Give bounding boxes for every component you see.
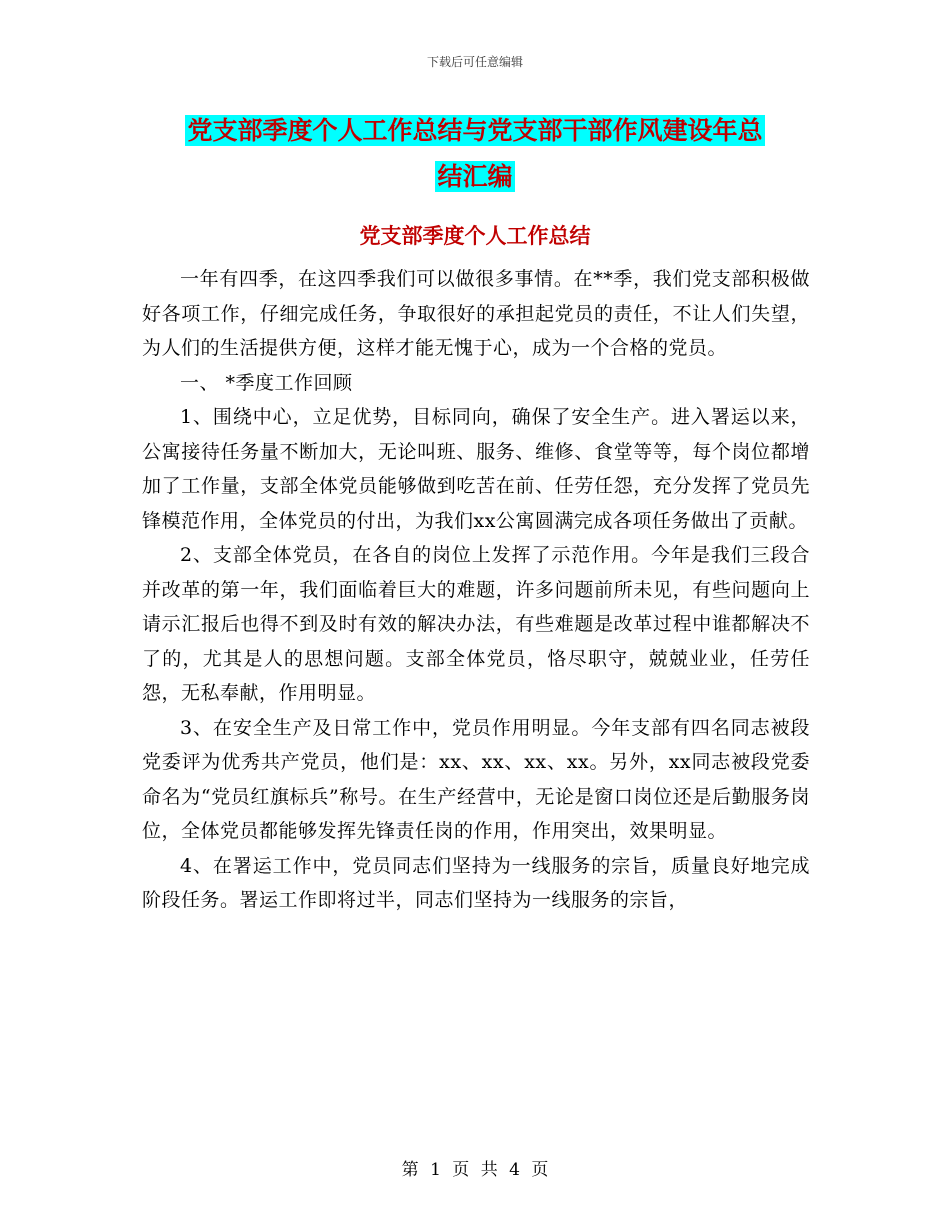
document-title-line-2: 结汇编 [437,162,513,191]
paragraph-heading-review: 一、 *季度工作回顾 [180,371,353,394]
paragraph-item-1: 1、围绕中心，立足优势，目标同向，确保了安全生产。进入署运以来，公寓接待任务量不断加大，无论叫班、服务、维修、食堂等等，每个岗位都增加了工作量，支部全体党员能够做到吃苦在前、任劳任怨，充分发挥了党员先锋模范作用，全体党员的付出，为我们xx公寓圆满完成各项任务做出了贡献。 [142,406,810,532]
page-footer: 第 1 页 共 4 页 [401,1160,549,1180]
document-body [142,262,810,918]
document-title-line-1: 党支部季度个人工作总结与党支部干部作风建设年总 [187,116,763,145]
document-title [140,108,810,200]
header-note: 下载后可任意编辑 [426,55,523,69]
paragraph-item-2: 2、支部全体党员，在各自的岗位上发挥了示范作用。今年是我们三段合并改革的第一年，我们面临着巨大的难题，许多问题前所未见，有些问题向上请示汇报后也得不到及时有效的解决办法，有些难题是改革过程中谁都解决不了的，尤其是人的思想问题。支部全体党员，恪尽职守，兢兢业业，任劳任怨，无私奉献，作用明显。 [142,544,810,704]
section-title: 党支部季度个人工作总结 [359,224,591,248]
paragraph-intro: 一年有四季，在这四季我们可以做很多事情。在**季，我们党支部积极做好各项工作，仔细完成任务，争取很好的承担起党员的责任，不让人们失望，为人们的生活提供方便，这样才能无愧于心，成为一个合格的党员。 [142,268,810,359]
paragraph-item-3: 3、在安全生产及日常工作中，党员作用明显。今年支部有四名同志被段党委评为优秀共产党员，他们是：xx、xx、xx、xx。另外，xx同志被段党委命名为“党员红旗标兵”称号。在生产经营中，无论是窗口岗位还是后勤服务岗位，全体党员都能够发挥先锋责任岗的作用，作用突出，效果明显。 [142,716,810,842]
paragraph-item-4: 4、在署运工作中，党员同志们坚持为一线服务的宗旨，质量良好地完成阶段任务。署运工作即将过半，同志们坚持为一线服务的宗旨， [142,854,810,911]
